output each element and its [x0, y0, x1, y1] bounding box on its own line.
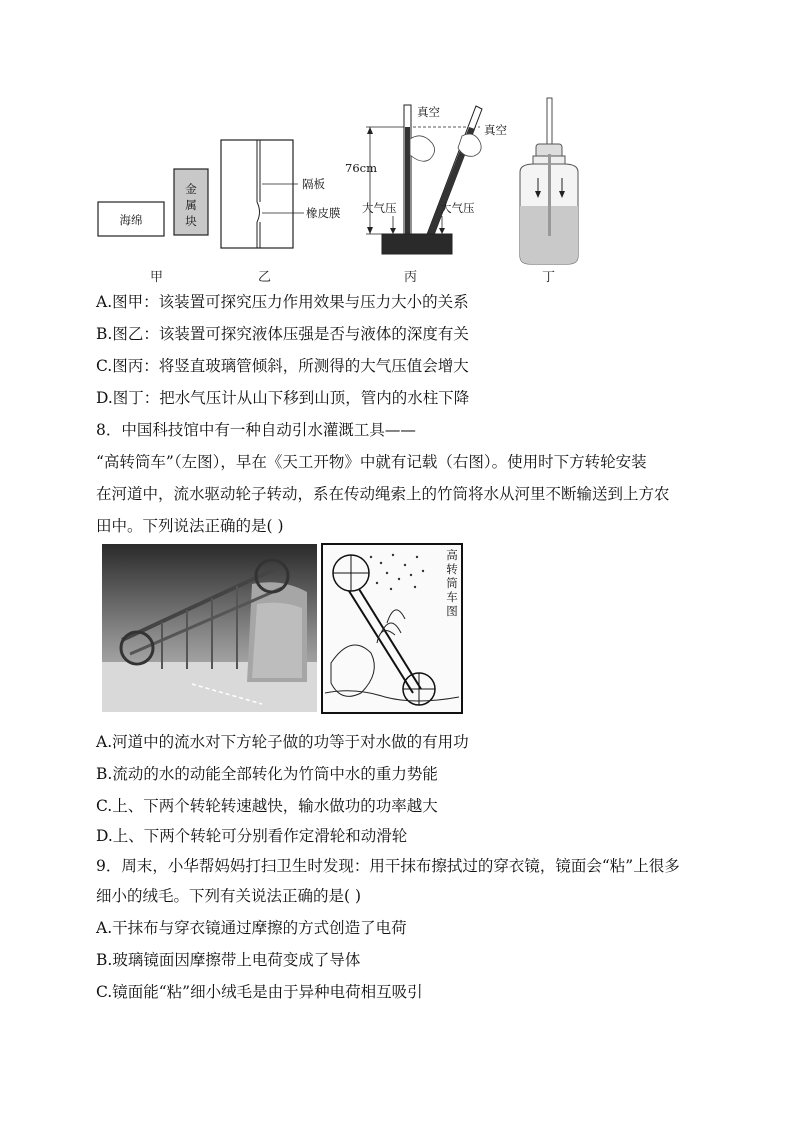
q8-stem-line-4: 田中。下列说法正确的是( ): [96, 517, 284, 535]
metal-block-label-1: 金: [185, 182, 197, 196]
figure-jia: [98, 169, 208, 236]
woodcut-title-1: 高: [446, 548, 458, 562]
vacuum-label-left: 真空: [417, 105, 440, 119]
q9-option-c: C.镜面能“粘”细小绒毛是由于异种电荷相互吸引: [96, 983, 423, 1001]
q8-option-a: A.河道中的流水对下方轮子做的功等于对水做的有用功: [96, 733, 469, 751]
caption-yi: 乙: [258, 270, 272, 285]
q7-option-d: D.图丁：把水气压计从山下移到山顶，管内的水柱下降: [96, 389, 470, 407]
caption-bing: 丙: [404, 270, 418, 285]
metal-block-label-2: 属: [185, 198, 197, 212]
q9-stem-line-2: 细小的绒毛。下列有关说法正确的是( ): [96, 887, 362, 905]
q9-option-b: B.玻璃镜面因摩擦带上电荷变成了导体: [96, 951, 361, 969]
q8-stem-line-1: 8．中国科技馆中有一种自动引水灌溉工具——: [96, 421, 416, 439]
q7-option-c: C.图丙：将竖直玻璃管倾斜，所测得的大气压值会增大: [96, 357, 469, 375]
figure-ding: [520, 98, 578, 264]
metal-block-label-3: 块: [185, 214, 197, 228]
water-wheel-photo: [102, 544, 317, 712]
q7-option-b: B.图乙：该装置可探究液体压强是否与液体的深度有关: [96, 325, 469, 343]
woodcut-illustration: [321, 543, 463, 714]
sponge-label: 海绵: [119, 213, 143, 227]
q8-option-b: B.流动的水的动能全部转化为竹筒中水的重力势能: [96, 765, 438, 783]
caption-ding: 丁: [542, 270, 556, 285]
atm-label-left: 大气压: [362, 201, 397, 215]
q7-option-a: A.图甲：该装置可探究压力作用效果与压力大小的关系: [96, 293, 469, 311]
figure-bing: [345, 105, 507, 254]
q9-option-a: A.干抹布与穿衣镜通过摩擦的方式创造了电荷: [96, 919, 407, 937]
partition-label: 隔板: [302, 177, 325, 191]
q8-stem-line-3: 在河道中，流水驱动轮子转动，系在传动绳索上的竹筒将水从河里不断输送到上方农: [96, 485, 670, 503]
q8-option-d: D.上、下两个转轮可分别看作定滑轮和动滑轮: [96, 827, 408, 845]
atm-label-right: 大气压: [440, 201, 475, 215]
experiment-figures: [90, 94, 590, 284]
woodcut-title-2: 转: [446, 562, 458, 576]
caption-jia: 甲: [150, 270, 164, 285]
woodcut-title-4: 车: [446, 590, 458, 604]
height-label: 76cm: [345, 161, 377, 175]
q9-stem-line-1: 9．周末，小华帮妈妈打扫卫生时发现：用干抹布擦拭过的穿衣镜，镜面会“粘”上很多: [96, 857, 680, 875]
q8-option-c: C.上、下两个转轮转速越快，输水做功的功率越大: [96, 797, 438, 815]
membrane-label: 橡皮膜: [306, 206, 341, 220]
vacuum-label-right: 真空: [484, 123, 507, 137]
woodcut-title-5: 图: [446, 604, 458, 618]
figure-yi: [221, 140, 341, 248]
q8-stem-line-2: “高转筒车”（左图），早在《天工开物》中就有记载（右图）。使用时下方转轮安装: [96, 453, 647, 471]
woodcut-title-3: 筒: [446, 576, 458, 590]
